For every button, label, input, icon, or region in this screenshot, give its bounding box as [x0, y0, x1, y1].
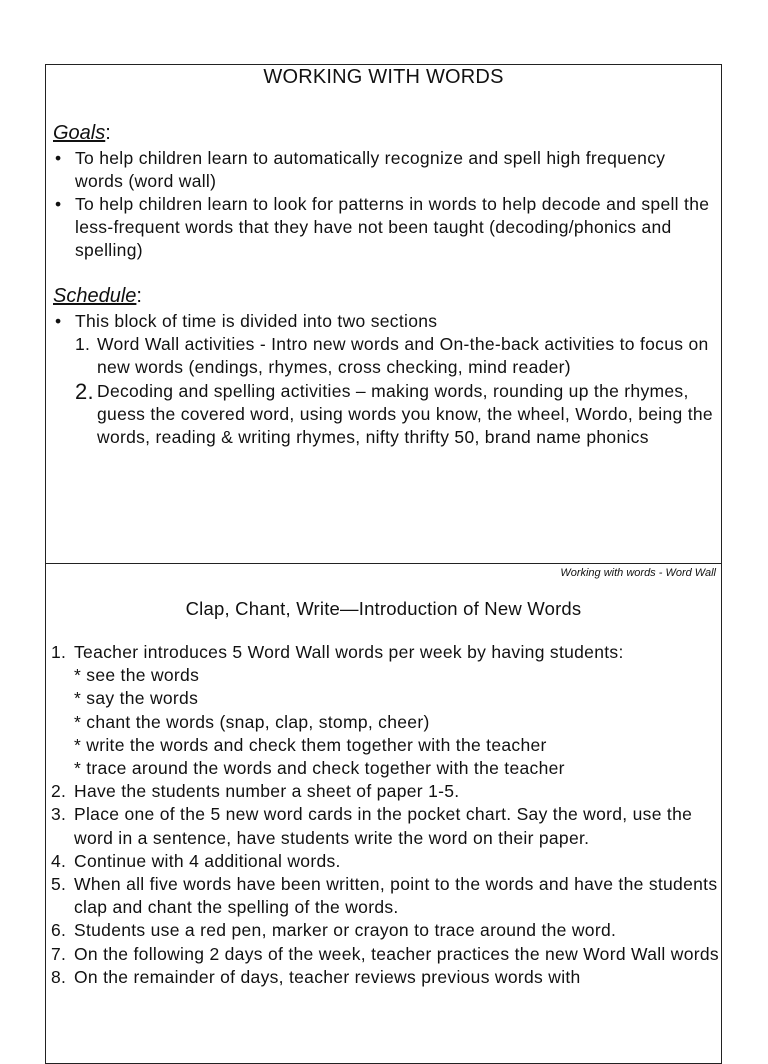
schedule-heading-label: Schedule — [53, 285, 137, 307]
step-text: Place one of the 5 new word cards in the pocket chart. Say the word, use the word in a sentence, have students write the word on their paper. — [74, 804, 693, 848]
schedule-section-item — [75, 380, 720, 449]
goals-heading-colon: : — [105, 122, 111, 144]
step-item — [51, 919, 721, 942]
step-item — [51, 803, 721, 849]
step-item — [51, 780, 721, 803]
step-sub-item: * chant the words (snap, clap, stomp, cheer) — [74, 711, 430, 732]
document-title: WORKING WITH WORDS — [263, 66, 504, 88]
step-number: 8. — [51, 966, 67, 987]
step-number: 6. — [51, 920, 67, 941]
schedule-sections — [75, 333, 720, 449]
step-text: On the following 2 days of the week, teacher practices the new Word Wall words — [74, 943, 719, 964]
step-item — [51, 873, 721, 919]
step-text: Students use a red pen, marker or crayon to trace around the word. — [74, 920, 617, 941]
step-text: Continue with 4 additional words. — [74, 850, 341, 871]
step-number: 5. — [51, 874, 67, 895]
goals-heading — [53, 122, 111, 145]
goal-item: • To help children learn to look for patterns in words to help decode and spell the less-frequent words that they have not been taught (decoding/phonics and spelling) — [53, 193, 718, 262]
step-item — [51, 966, 721, 989]
step-number: 2. — [51, 781, 67, 802]
section-subtitle: Clap, Chant, Write—Introduction of New Words — [185, 598, 582, 619]
schedule-heading — [53, 285, 142, 308]
step-number: 1. — [51, 642, 67, 662]
schedule-section-number: 2. — [75, 379, 94, 404]
step-number: 4. — [51, 850, 67, 871]
goals-list — [53, 147, 718, 262]
schedule-bullet-list — [53, 310, 718, 333]
step-item — [51, 850, 721, 873]
step-sub-item: * trace around the words and check together with the teacher — [74, 758, 565, 779]
step-number: 7. — [51, 943, 67, 964]
schedule-section-number: 1. — [75, 334, 91, 354]
schedule-heading-colon: : — [136, 285, 142, 307]
schedule-section-text: Word Wall activities - Intro new words and On-the-back activities to focus on new words (endings, rhymes, cross checking, mind reader) — [97, 334, 709, 377]
footer-note: Working with words - Word Wall — [560, 567, 716, 579]
schedule-bullet: • This block of time is divided into two sections — [53, 310, 718, 333]
step-text: When all five words have been written, point to the words and have the students clap and chant the spelling of the words. — [74, 874, 718, 918]
steps-list — [51, 641, 721, 989]
step-sub-item: * say the words — [74, 688, 199, 709]
step-sub-item: * see the words — [74, 665, 200, 686]
schedule-section-item — [75, 333, 720, 379]
step-item — [51, 641, 721, 780]
goals-heading-label: Goals — [53, 122, 106, 144]
step-text: Teacher introduces 5 Word Wall words per week by having students: — [74, 642, 624, 662]
section-divider — [45, 563, 722, 564]
step-sub-item: * write the words and check them together with the teacher — [74, 734, 547, 755]
schedule-section-text: Decoding and spelling activities – making words, rounding up the rhymes, guess the covered word, using words you know, the wheel, Wordo, being the words, reading & writing rhymes, nifty thrifty 50, brand name phonics — [97, 381, 713, 447]
goal-item: • To help children learn to automatically recognize and spell high frequency words (word wall) — [53, 147, 718, 193]
step-text: On the remainder of days, teacher reviews previous words with — [74, 966, 581, 987]
step-number: 3. — [51, 804, 67, 825]
step-text: Have the students number a sheet of paper 1-5. — [74, 781, 460, 802]
step-item — [51, 943, 721, 966]
